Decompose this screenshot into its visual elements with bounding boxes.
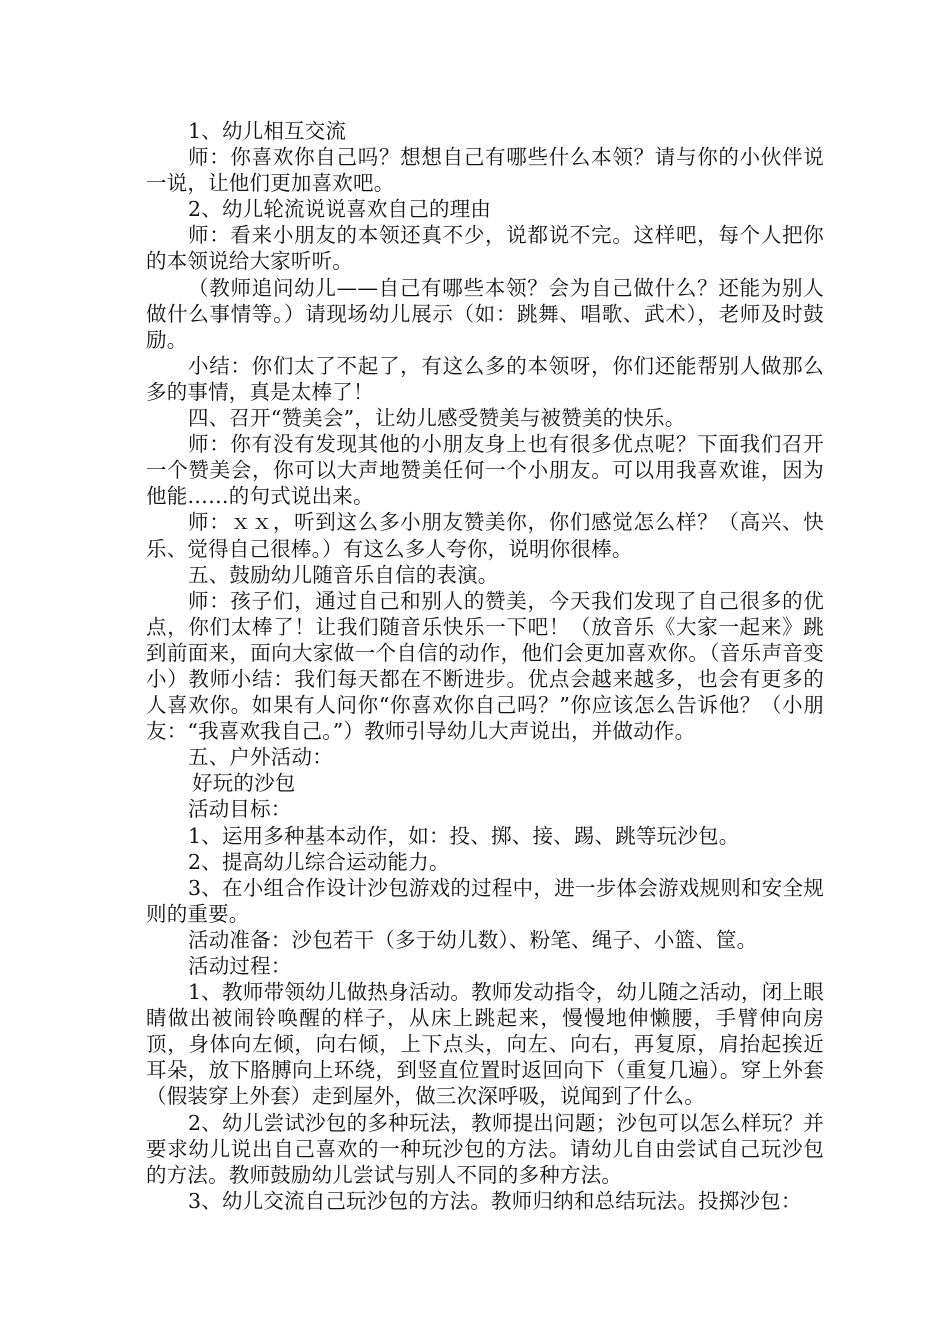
paragraph: 1、运用多种基本动作，如：投、掷、接、踢、跳等玩沙包。	[188, 823, 740, 848]
paragraph: （教师追问幼儿——自己有哪些本领？会为自己做什么？还能为别人做什么事情等。）请现场幼儿展示（如：跳舞、唱歌、武术），老师及时鼓励。	[146, 275, 824, 352]
activity-title: 好玩的沙包	[192, 771, 296, 796]
paragraph: 师：ｘｘ，听到这么多小朋友赞美你，你们感觉怎么样？（高兴、快乐、觉得自己很棒。）有这么多人夸你，说明你很棒。	[146, 510, 824, 561]
paragraph: 活动目标：	[188, 797, 292, 822]
paragraph: 师：看来小朋友的本领还真不少，说都说不完。这样吧，每个人把你的本领说给大家听听。	[146, 223, 824, 274]
paragraph: 活动准备：沙包若干（多于幼儿数）、粉笔、绳子、小篮、筐。	[188, 927, 758, 952]
paragraph: 2、幼儿轮流说说喜欢自己的理由	[188, 197, 492, 222]
paragraph: 小结：你们太了不起了，有这么多的本领呀，你们还能帮别人做那么多的事情，真是太棒了！	[146, 353, 824, 404]
paragraph: 师：你喜欢你自己吗？想想自己有哪些什么本领？请与你的小伙伴说一说，让他们更加喜欢吧。	[146, 145, 824, 196]
paragraph: 3、幼儿交流自己玩沙包的方法。教师归纳和总结玩法。投掷沙包：	[188, 1188, 802, 1213]
paragraph: 师：孩子们，通过自己和别人的赞美，今天我们发现了自己很多的优点，你们太棒了！让我们随音乐快乐一下吧！（放音乐《大家一起来》跳到前面来，面向大家做一个自信的动作，他们会更加喜欢你。（音乐声音变小）教师小结：我们每天都在不断进步。优点会越来越多，也会有更多的人喜欢你。如果有人问你“你喜欢你自己吗？”你应该怎么告诉他？（小朋友：“我喜欢我自己。”）教师引导幼儿大声说出，并做动作。	[146, 588, 824, 744]
paragraph: 1、幼儿相互交流	[188, 119, 347, 143]
section-heading: 五、户外活动：	[188, 745, 333, 770]
paragraph: 1、教师带领幼儿做热身活动。教师发动指令，幼儿随之活动，闭上眼睛做出被闹铃唤醒的样子，从床上跳起来，慢慢地伸懒腰，手臂伸向房顶，身体向左倾，向右倾，上下点头，向左、向右，再复原，肩抬起挨近耳朵，放下胳膊向上环绕，到竖直位置时返回向下（重复几遍）。穿上外套（假装穿上外套）走到屋外，做三次深呼吸，说闻到了什么。	[146, 980, 824, 1109]
document-body	[146, 118, 824, 1214]
paragraph: 2、提高幼儿综合运动能力。	[188, 849, 450, 874]
paragraph: 2、幼儿尝试沙包的多种玩法，教师提出问题；沙包可以怎么样玩？并要求幼儿说出自己喜欢的一种玩沙包的方法。请幼儿自由尝试自己玩沙包的方法。教师鼓励幼儿尝试与别人不同的多种方法。	[146, 1110, 824, 1187]
paragraph: 活动过程：	[188, 954, 292, 978]
section-heading: 四、召开“赞美会”，让幼儿感受赞美与被赞美的快乐。	[188, 406, 686, 431]
paragraph: 师：你有没有发现其他的小朋友身上也有很多优点呢？下面我们召开一个赞美会，你可以大声地赞美任何一个小朋友。可以用我喜欢谁，因为他能……的句式说出来。	[146, 432, 824, 509]
paragraph: 3、在小组合作设计沙包游戏的过程中，进一步体会游戏规则和安全规则的重要。	[146, 875, 824, 926]
section-heading: 五、鼓励幼儿随音乐自信的表演。	[188, 562, 499, 587]
